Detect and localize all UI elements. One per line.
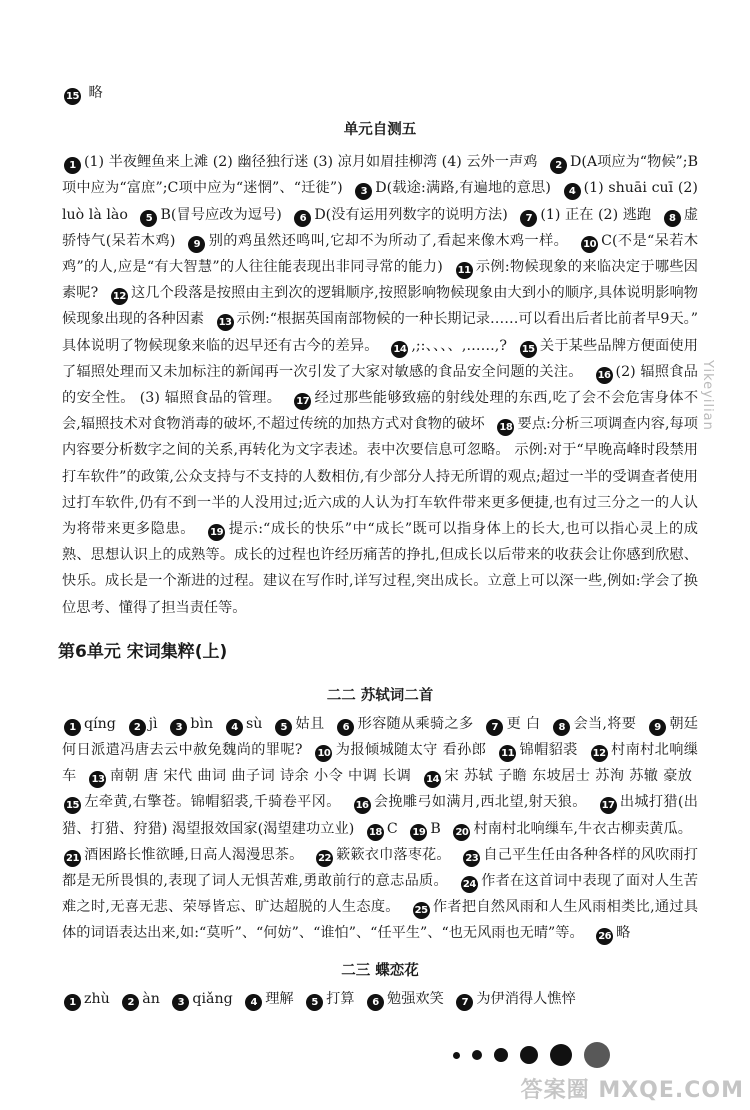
answer-number: 9 <box>188 236 205 253</box>
answer-number: 21 <box>64 850 81 867</box>
answer-text: 宋 苏轼 子瞻 东坡居士 苏洵 苏辙 豪放 <box>444 768 692 785</box>
answer-text: zhù <box>84 990 110 1007</box>
answer-number: 4 <box>245 994 262 1011</box>
answer-text: jì <box>148 715 158 732</box>
answer-number: 16 <box>596 367 613 384</box>
answer-item <box>243 991 293 1007</box>
answer-text: 提示:“成长的快乐”中“成长”既可以指身体上的长大,也可以指心灵上的成熟、思想认识上的成熟等。成长的过程也许经历痛苦的挣扎,但成长以后带来的收获会让你感到欣慰、快乐。成长是一个渐进的过程。建议在写作时,详写过程,突出成长。立意上可以深一些,例如:学会了换位思考、懂得了担当责任等。 <box>62 521 698 616</box>
answer-text: 形容随从乘骑之多 <box>357 715 474 732</box>
answer-text: 示例:物候现象的来临决定于哪些因素呢? <box>62 259 698 302</box>
answer-number: 18 <box>367 824 384 841</box>
answer-item <box>365 821 398 837</box>
answer-number: 13 <box>89 771 106 788</box>
lesson-title: 二二 苏轼词二首 <box>326 686 434 704</box>
answer-number: 19 <box>208 524 225 541</box>
answer-text: 虚骄恃气(呆若木鸡) <box>62 206 699 249</box>
dot-icon <box>550 1044 572 1066</box>
answer-text: àn <box>142 990 160 1007</box>
answer-number: 5 <box>306 994 323 1011</box>
answer-item <box>484 716 540 732</box>
answer-text: 略 <box>88 85 103 101</box>
answer-number: 7 <box>486 719 503 736</box>
answer-number: 15 <box>520 341 537 358</box>
answer-text: (1) shuāi cuī (2) luò là lào <box>62 180 698 223</box>
answer-number: 9 <box>649 719 666 736</box>
answer-number: 12 <box>591 745 608 762</box>
answer-item <box>170 991 232 1007</box>
answer-text: (2) 辐照食品的安全性。 (3) 辐照食品的管理。 <box>62 363 698 407</box>
answer-text: (1) 正在 (2) 逃跑 <box>540 206 652 223</box>
answer-number: 6 <box>367 994 384 1011</box>
answer-number: 3 <box>355 183 372 200</box>
answer-text: 出城打猎(出猎、打猎、狩猎) 渴望报效国家(渴望建功立业) <box>62 794 698 837</box>
answer-page <box>58 80 699 1012</box>
answer-text: 关于某些品牌方便面使用了辐照处理而又未加标注的新闻再一次引发了大家对敏感的食品安全问题的关注。 <box>62 337 698 380</box>
answer-item <box>120 991 160 1007</box>
answer-text: 村南村北响缫车,牛衣古柳卖黄瓜。 <box>473 820 692 837</box>
answer-number: 11 <box>499 745 516 762</box>
answer-number: 11 <box>456 262 473 279</box>
answer-number: 25 <box>413 902 430 919</box>
answer-number: 23 <box>463 850 480 867</box>
answer-text: 酒困路长惟欲睡,日高人渴漫思茶。 <box>84 846 304 863</box>
answer-number: 17 <box>600 797 617 814</box>
answer-item <box>497 742 578 758</box>
answer-number: 1 <box>64 157 81 174</box>
answer-number: 17 <box>294 393 311 410</box>
answer-number: 26 <box>596 928 613 945</box>
answer-item <box>551 716 636 732</box>
answer-text: 作者在这首词中表现了面对人生苦难之时,无喜无悲、荣辱皆忘、旷达超脱的人生态度。 <box>62 873 698 916</box>
answer-number: 10 <box>315 745 332 762</box>
answer-text: ,;:、、、、,……,? <box>411 337 507 354</box>
answer-number: 4 <box>564 183 581 200</box>
answer-text: 朝廷何日派遣冯唐去云中赦免魏尚的罪呢? <box>62 715 698 759</box>
lesson23-answers <box>62 986 698 1012</box>
answer-text: 经过那些能够致癌的射线处理的东西,吃了会不会危害身体不会,辐照技术对食物消毒的破坏,不超过传统的加热方式对食物的破坏 <box>62 390 699 433</box>
answer-item <box>304 991 354 1007</box>
dot-icon <box>520 1046 538 1064</box>
answer-number: 5 <box>140 210 157 227</box>
answer-number: 16 <box>354 797 371 814</box>
answer-text: bìn <box>190 715 214 732</box>
answer-text: D(A项应为“物候”;B项中应为“富庶”;C项中应为“迷惘”、“迁徙”) <box>62 154 698 197</box>
answer-number: 6 <box>294 210 311 227</box>
answer-text: B <box>430 820 441 837</box>
answer-text: 会当,将要 <box>573 715 637 732</box>
answer-number: 15 <box>64 88 81 105</box>
answer-text: 左牵黄,右擎苍。锦帽貂裘,千骑卷平冈。 <box>84 794 341 811</box>
answer-item <box>365 991 444 1007</box>
answer-number: 15 <box>64 797 81 814</box>
answer-item <box>389 338 507 354</box>
answer-text: B(冒号应改为逗号) <box>160 206 282 223</box>
answer-text: C <box>386 820 398 837</box>
answer-text: 锦帽貂裘 <box>519 742 578 759</box>
answer-text: 簌簌衣巾落枣花。 <box>336 846 451 863</box>
answer-number: 7 <box>520 210 537 227</box>
answer-number: 2 <box>550 157 567 174</box>
answer-item <box>127 716 158 732</box>
answer-number: 3 <box>170 719 187 736</box>
answer-text: 会挽雕弓如满月,西北望,射天狼。 <box>373 794 587 811</box>
section-title: 单元自测五 <box>343 121 417 139</box>
answer-item <box>408 821 440 837</box>
dot-icon <box>472 1050 482 1060</box>
answer-text: 略 <box>616 925 631 942</box>
answer-text: 作者把自然风雨和人生风雨相类比,通过具体的词语表达出来,如:“莫听”、“何妨”、“谁怕”、“任平生”、“也无风雨也无晴”等。 <box>62 899 699 942</box>
answer-number: 14 <box>424 771 441 788</box>
answer-number: 3 <box>172 994 189 1011</box>
answer-text: 更 白 <box>506 715 541 732</box>
answer-item <box>313 742 486 758</box>
answer-item <box>352 794 587 810</box>
answer-number: 6 <box>337 719 354 736</box>
answer-number: 14 <box>391 341 408 358</box>
answer-number: 19 <box>410 824 427 841</box>
answer-item <box>168 716 213 732</box>
answer-item <box>451 821 692 837</box>
answer-item <box>186 233 568 249</box>
dot-icon <box>584 1042 610 1068</box>
answer-item <box>138 207 281 223</box>
answer-number: 8 <box>553 719 570 736</box>
answer-item <box>87 768 411 784</box>
answer-number: 18 <box>497 419 514 436</box>
answer-text: 示例:“根据英国南部物候的一种长期记录……可以看出后者比前者早9天。” 具体说明了物候现象来临的迟早还有古今的差异。 <box>62 311 698 354</box>
answer-text: 理解 <box>265 990 294 1007</box>
answer-number: 8 <box>664 210 681 227</box>
site-watermark: 答案圈 MXQE.COM <box>520 1078 744 1103</box>
answer-item <box>594 925 630 941</box>
answer-text: 要点:分析三项调查内容,每项内容要分析数字之间的关系,再转化为文字表述。表中次要信息可忽略。 示例:对于“早晚高峰时段禁用打车软件”的政策,公众支持与不支持的人数相仿,有少部分人持无所谓的观点;超过一半的受调查者使用过打车软件,仍有不到一半的人没用过;近六成的人认为打车软件带来更多便捷,也有过三分之一的人认为将带来更多隐患。 <box>62 416 698 538</box>
dot-icon <box>494 1048 508 1062</box>
answer-item <box>335 716 473 732</box>
side-watermark-text: Yikeyilian <box>700 360 715 431</box>
answer-text: qíng <box>84 715 116 732</box>
answer-item <box>292 207 507 223</box>
answer-item <box>314 847 451 863</box>
answer-item <box>273 716 324 732</box>
answer-text: 别的鸡虽然还鸣叫,它却不为所动了,看起来像木鸡一样。 <box>208 232 569 249</box>
answer-number: 2 <box>129 719 146 736</box>
lesson22-answers <box>62 711 698 947</box>
answer-number: 13 <box>217 314 234 331</box>
answer-text: 勉强欢笑 <box>387 990 444 1007</box>
answer-number: 1 <box>64 719 81 736</box>
answer-item <box>62 847 303 863</box>
lesson-title: 二三 蝶恋花 <box>341 961 419 979</box>
answer-item <box>518 207 651 223</box>
answer-item <box>62 794 341 810</box>
answer-number: 4 <box>226 719 243 736</box>
answer-text: C(不是“呆若木鸡”的人,应是“有大智慧”的人往往能表现出非同寻常的能力) <box>62 232 699 276</box>
answer-text: 为伊消得人憔悴 <box>476 990 576 1007</box>
answer-text: D(载途:满路,有遍地的意思) <box>375 180 551 197</box>
answer-number: 22 <box>316 850 333 867</box>
answer-item <box>62 991 110 1007</box>
answer-number: 20 <box>453 824 470 841</box>
answer-item <box>224 716 262 732</box>
answer-number: 12 <box>111 288 128 305</box>
answer-text: 这几个段落是按照由主到次的逻辑顺序,按照影响物候现象由大到小的顺序,具体说明影响物候现象出现的各种因素 <box>62 285 698 328</box>
answer-number: 5 <box>275 719 292 736</box>
answer-item <box>62 416 698 537</box>
answer-text: 南朝 唐 宋代 曲词 曲子词 诗余 小令 中调 长调 <box>109 768 412 785</box>
answer-number: 7 <box>456 994 473 1011</box>
answer-text: 打算 <box>326 990 355 1007</box>
answer-number: 24 <box>461 876 478 893</box>
answer-text: 自己平生任由各种各样的风吹雨打都是无所畏惧的,表现了词人无惧苦难,勇敢前行的意志品质。 <box>62 846 698 890</box>
top-answer <box>62 80 698 106</box>
answer-text: sù <box>245 715 263 732</box>
unit-heading: 第6单元 宋词集粹(上) <box>58 641 228 662</box>
page-decoration-dots <box>453 1042 610 1068</box>
answer-item <box>62 716 116 732</box>
answer-item <box>353 180 551 196</box>
section5-answers <box>62 149 698 621</box>
answer-text: 为报倾城随太守 看孙郎 <box>335 742 487 759</box>
answer-text: qiǎng <box>192 990 233 1007</box>
answer-text: 村南村北响缫车 <box>62 742 698 785</box>
answer-text: D(没有运用列数字的说明方法) <box>314 206 508 223</box>
answer-item <box>422 768 692 784</box>
answer-number: 10 <box>581 236 598 253</box>
answer-text: 姑且 <box>295 715 325 732</box>
answer-number: 1 <box>64 994 81 1011</box>
answer-item <box>454 991 575 1007</box>
answer-item <box>62 154 537 170</box>
answer-number: 2 <box>122 994 139 1011</box>
answer-text: (1) 半夜鲤鱼来上滩 (2) 幽径独行迷 (3) 凉月如眉挂柳湾 (4) 云外一声鸡 <box>84 154 538 171</box>
dot-icon <box>453 1052 460 1059</box>
